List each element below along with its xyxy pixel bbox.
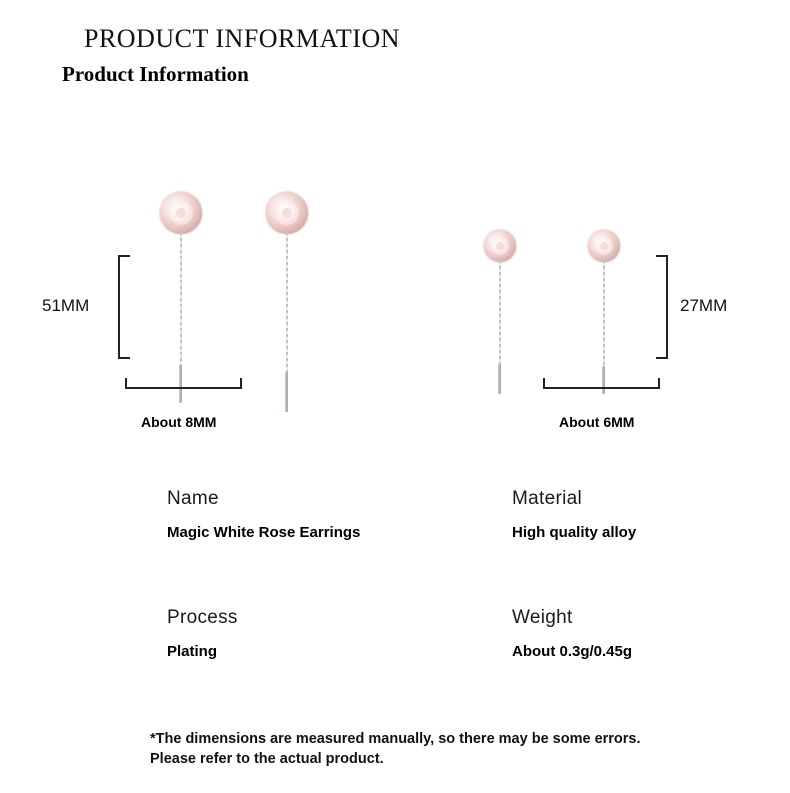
dimension-right-width-label: About 6MM	[559, 414, 635, 430]
spec-value-process: Plating	[167, 643, 218, 660]
bracket-right-width	[543, 378, 660, 389]
chain-right-b	[603, 260, 605, 382]
footnote	[150, 729, 641, 769]
product-illustration	[0, 150, 790, 440]
chain-left-a	[180, 232, 182, 382]
footnote-line-1: *The dimensions are measured manually, so there may be some errors.	[150, 731, 641, 747]
dimension-left-height-label: 51MM	[42, 296, 90, 315]
spec-key-material: Material	[512, 488, 582, 509]
chain-end-left-b	[285, 372, 288, 412]
chain-left-b	[286, 232, 288, 390]
spec-value-name: Magic White Rose Earrings	[167, 524, 361, 541]
spec-key-name: Name	[167, 488, 219, 509]
rose-flower-right-a	[484, 230, 516, 262]
footnote-line-2: Please refer to the actual product.	[150, 751, 384, 767]
spec-cell-material	[512, 488, 636, 541]
spec-key-process: Process	[167, 607, 238, 628]
spec-value-weight: About 0.3g/0.45g	[512, 643, 633, 660]
page-title-bold: Product Information	[62, 62, 249, 86]
dimension-left-width-label: About 8MM	[141, 414, 217, 430]
bracket-left-width	[125, 378, 242, 389]
dimension-right-height-label: 27MM	[680, 296, 728, 315]
rose-flower-left-b	[266, 192, 308, 234]
bracket-right-height	[656, 255, 668, 359]
rose-flower-right-b	[588, 230, 620, 262]
spec-cell-name	[167, 488, 360, 541]
bracket-left-height	[118, 255, 130, 359]
spec-cell-weight	[512, 607, 632, 660]
spec-cell-process	[167, 607, 238, 660]
spec-value-material: High quality alloy	[512, 524, 637, 541]
spec-key-weight: Weight	[512, 607, 573, 628]
chain-end-right-a	[498, 364, 501, 394]
rose-flower-left-a	[160, 192, 202, 234]
page-title-serif: PRODUCT INFORMATION	[84, 24, 401, 53]
chain-right-a	[499, 260, 501, 380]
